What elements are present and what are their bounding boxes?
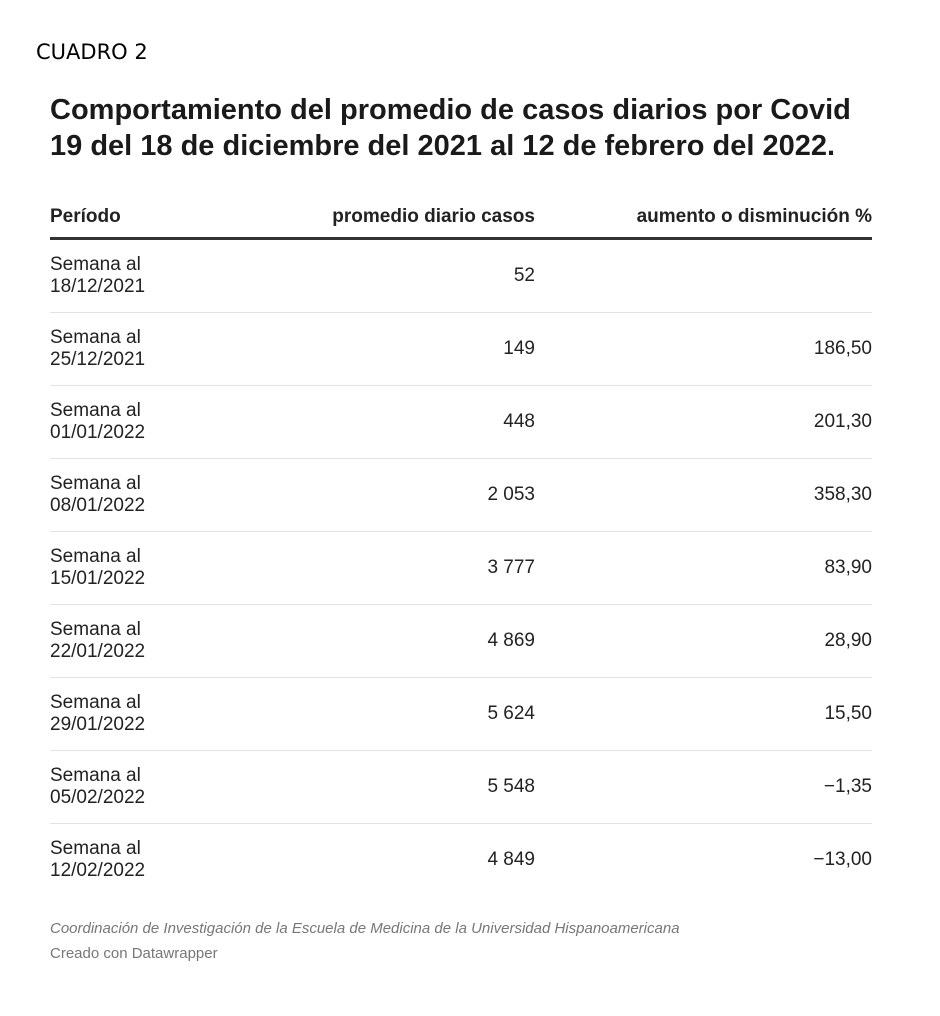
table-title: Comportamiento del promedio de casos diarios por Covid 19 del 18 de diciembre del 2021 al 12 de febrero del 2022. — [50, 94, 851, 162]
table-row — [50, 824, 872, 896]
table-row — [50, 240, 872, 313]
period-cell — [50, 546, 290, 590]
change-cell: 201,30 — [813, 411, 872, 432]
cases-cell: 4 849 — [487, 849, 535, 870]
change-cell: 15,50 — [824, 703, 872, 724]
period-label: Semana al — [50, 254, 141, 275]
change-cell: 28,90 — [824, 630, 872, 651]
cases-cell: 5 624 — [487, 703, 535, 724]
change-cell: 358,30 — [813, 484, 872, 505]
period-cell — [50, 619, 290, 663]
period-date: 01/01/2022 — [50, 422, 146, 443]
footer — [50, 918, 680, 965]
period-label: Semana al — [50, 327, 141, 348]
table-row — [50, 459, 872, 532]
change-cell: 83,90 — [824, 557, 872, 578]
column-header-period[interactable]: Período — [50, 206, 121, 227]
change-cell: −13,00 — [813, 849, 872, 870]
period-date: 15/01/2022 — [50, 568, 146, 589]
cases-cell: 149 — [503, 338, 535, 359]
period-cell — [50, 400, 290, 444]
period-label: Semana al — [50, 619, 141, 640]
source-note: Coordinación de Investigación de la Escuela de Medicina de la Universidad Hispanoamericana — [50, 920, 680, 937]
table-header — [50, 197, 872, 240]
period-label: Semana al — [50, 473, 141, 494]
change-cell: 186,50 — [813, 338, 872, 359]
period-cell — [50, 765, 290, 809]
period-date: 05/02/2022 — [50, 787, 146, 808]
period-label: Semana al — [50, 692, 141, 713]
period-label: Semana al — [50, 546, 141, 567]
change-cell: −1,35 — [823, 776, 872, 797]
table-row — [50, 605, 872, 678]
table-row — [50, 386, 872, 459]
data-table — [50, 197, 872, 896]
datawrapper-credit: Creado con Datawrapper — [50, 945, 218, 962]
period-date: 12/02/2022 — [50, 860, 146, 881]
period-label: Semana al — [50, 400, 141, 421]
cases-cell: 4 869 — [487, 630, 535, 651]
period-cell — [50, 692, 290, 736]
cases-cell: 448 — [503, 411, 535, 432]
period-cell — [50, 327, 290, 371]
period-label: Semana al — [50, 765, 141, 786]
period-date: 18/12/2021 — [50, 276, 146, 297]
table-body — [50, 240, 872, 896]
column-header-cases[interactable]: promedio diario casos — [332, 206, 535, 227]
period-date: 25/12/2021 — [50, 349, 146, 370]
table-row — [50, 532, 872, 605]
period-cell — [50, 254, 290, 298]
table-row — [50, 751, 872, 824]
cases-cell: 2 053 — [487, 484, 535, 505]
cases-cell: 5 548 — [487, 776, 535, 797]
period-cell — [50, 838, 290, 882]
cases-cell: 52 — [513, 265, 535, 286]
period-label: Semana al — [50, 838, 141, 859]
period-date: 22/01/2022 — [50, 641, 146, 662]
period-date: 08/01/2022 — [50, 495, 146, 516]
cases-cell: 3 777 — [487, 557, 535, 578]
table-row — [50, 678, 872, 751]
period-date: 29/01/2022 — [50, 714, 146, 735]
figure-label: CUADRO 2 — [36, 40, 148, 64]
period-cell — [50, 473, 290, 517]
column-header-change[interactable]: aumento o disminución % — [636, 206, 872, 227]
table-row — [50, 313, 872, 386]
